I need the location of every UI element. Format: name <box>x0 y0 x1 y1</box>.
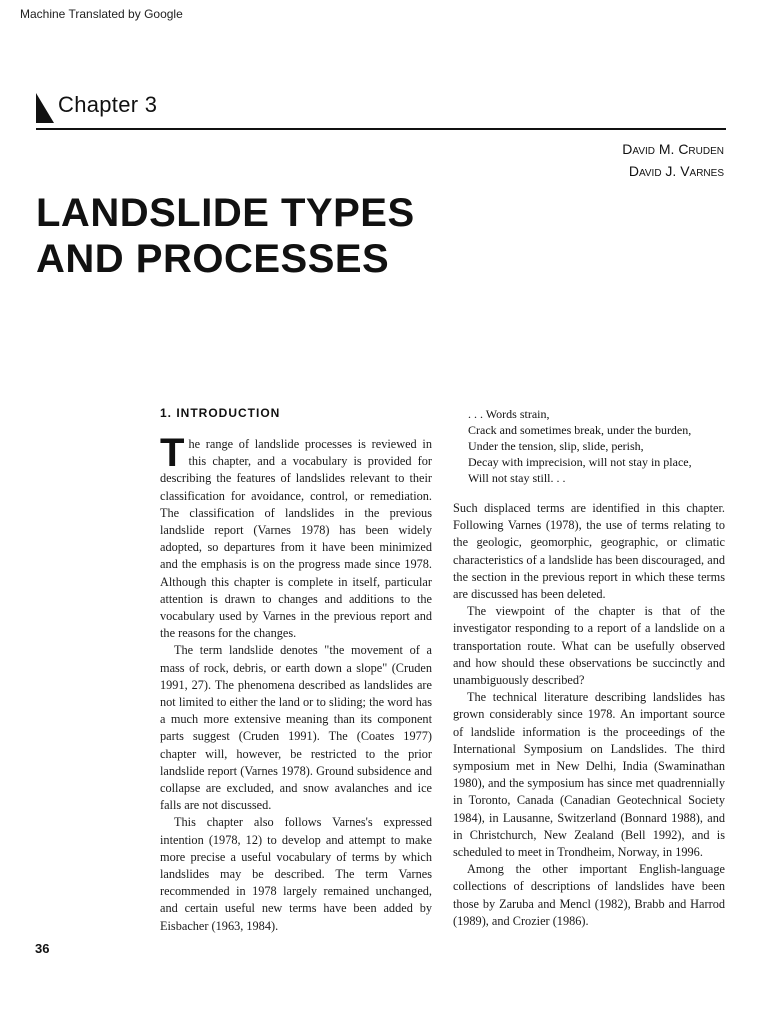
left-column <box>160 431 432 935</box>
page-number: 36 <box>35 941 50 956</box>
epigraph <box>468 406 728 486</box>
paragraph: Such displaced terms are identified in this chapter. Following Varnes (1978), the use of terms relating to the geologic, geomorphic, geographic, or climatic characteristics of a landslide has been discouraged, and the section in the previous report in which these terms are discussed has been deleted. <box>453 501 725 602</box>
author-list <box>622 138 724 182</box>
title-line: AND PROCESSES <box>36 237 390 281</box>
paragraph: The technical literature describing landslides has grown considerably since 1978. An important source of landslide information is the proceedings of the International Symposium on Landslides. The third symposium met in New Delhi, India (Swaminathan 1980), and the symposium has since met quadrennially in Toronto, Canada (Canadian Geotechnical Society 1984), in Lausanne, Switzerland (Bonnard 1988), and in Christchurch, New Zealand (Bell 1992), and is scheduled to meet in Trondheim, Norway, in 1996. <box>453 690 725 860</box>
paragraph: The term landslide denotes "the movement of a mass of rock, debris, or earth down a slope" (Cruden 1991, 27). The phenomena described as landslides are not limited to either the land or to sliding; the word has a much more extensive meaning than its component parts suggest (Cruden 1991). The (Coates 1977) chapter will, however, be restricted to the prior landslide report (Varnes 1978). Ground subsidence and collapse are excluded, and snow avalanches and ice falls are not discussed. <box>160 643 432 813</box>
epigraph-line: Will not stay still. . . <box>468 471 566 485</box>
section-heading: 1. INTRODUCTION <box>160 406 281 420</box>
author-name: David M. Cruden <box>622 141 724 157</box>
paragraph: The viewpoint of the chapter is that of the investigator responding to a report of a landslide on a transportation route. What can be usefully observed and how should these observations be succinctly and unambiguously described? <box>453 604 725 688</box>
chapter-triangle-icon <box>36 93 54 123</box>
paragraph: Among the other important English-language collections of descriptions of landslides have been those by Zaruba and Mencl (1982), Brabb and Harrod (1989), and Crozier (1986). <box>453 862 725 928</box>
chapter-title <box>36 190 415 282</box>
paragraph <box>160 431 432 642</box>
paragraph-text: he range of landslide processes is reviewed in this chapter, and a vocabulary is provided for describing the features of landslides relevant to their classification for avoidance, control, or remediation. The classification of landslides in the previous landslide report (Varnes 1978) has been widely adopted, so departures from it have been minimized and the emphasis is on the progress made since 1978. Although this chapter is complete in itself, particular attention is drawn to changes and additions to the vocabulary used by Varnes in the previous report and the reasons for the changes. <box>160 437 432 641</box>
epigraph-line: Crack and sometimes break, under the burden, <box>468 423 692 437</box>
drop-cap: T <box>160 431 185 475</box>
right-column <box>453 500 725 930</box>
paragraph: This chapter also follows Varnes's expressed intention (1978, 12) to develop and attempt to make more precise a useful vocabulary of terms by which landslides may be described. The term Varnes recommended in 1978 largely remained unchanged, and certain useful new terms have been added by Eisbacher (1963, 1984). <box>160 815 432 933</box>
machine-translated-note: Machine Translated by Google <box>20 7 183 21</box>
epigraph-line: Decay with imprecision, will not stay in place, <box>468 455 692 469</box>
epigraph-line: Under the tension, slip, slide, perish, <box>468 439 644 453</box>
title-line: LANDSLIDE TYPES <box>36 191 415 235</box>
chapter-label: Chapter 3 <box>58 92 158 117</box>
author-name: David J. Varnes <box>628 163 724 179</box>
chapter-rule <box>36 128 726 130</box>
epigraph-line: . . . Words strain, <box>468 407 550 421</box>
